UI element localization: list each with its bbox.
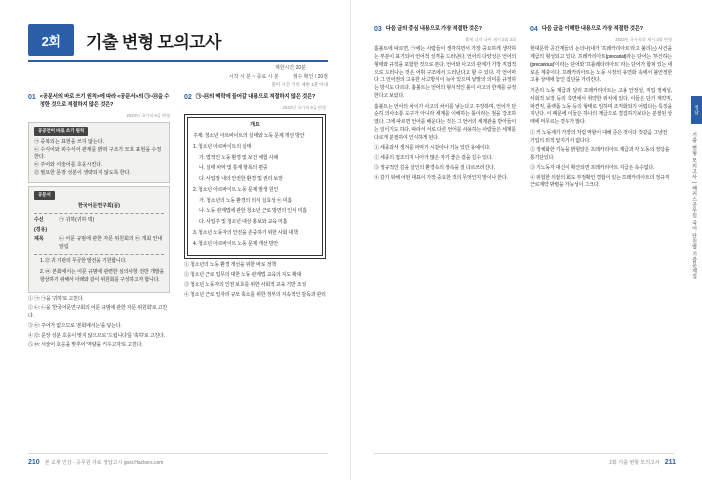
outline-item-1: 1. 청소년 아르바이트의 실태 (193, 143, 252, 150)
question-01-source: 2023년 국가직 9급 변형 (126, 112, 170, 118)
question-01-text: <공문서의 바로 쓰기 원칙>에 따라 <공문서>의 ㉠~㉤을 수정한 것으로 적절하지 않은 것은? (39, 94, 170, 108)
question-02-number: 02 (184, 94, 192, 101)
question-04-source: 2023년 국가직과 제시 3회 변형 (615, 36, 672, 42)
question-03-number: 03 (374, 26, 382, 33)
outline-item-8: 다. 사업주 및 청소년 대상 홍보와 교육 미흡 (199, 219, 288, 226)
doc-row-1 (34, 217, 164, 225)
outline-item-7: 나. 노동 관계법에 관한 청소년 근로 방면의 인식 미흡 (199, 208, 307, 215)
doc-row-1-key: 수신 (34, 217, 44, 224)
question-03-head (374, 26, 516, 34)
q04-choice-1-text: ① 키 노동계가 가장의 처럼 역할이 대해 준은 것이다 것같음 그냥전 기업의 외적 답지기서 없다다. (530, 129, 668, 144)
outline-item-2: 가. 법적인 노동 환경 및 보건 체험 사례 (199, 154, 278, 161)
outline-box-inner (187, 117, 323, 256)
question-02-choice-2[interactable] (184, 272, 326, 280)
right-footer-divider (374, 453, 674, 454)
question-03-choice-3[interactable] (374, 165, 516, 173)
question-02-text: ㉠~㉤의 맥락에 들어갈 내용으로 적절하지 않은 것은? (195, 94, 316, 100)
doc-body-1: 1. ㉣ 귀 기관의 무궁한 발전을 기원합니다. (40, 258, 127, 265)
outline-item-6: 가. 청소년의 노동 환경의 의식 실효성 ㉢ 미흡 (199, 197, 293, 204)
doc-row-1-value: ㉠ 귀하(귀하 댁) (59, 217, 95, 224)
q03-choice-1-text: ① 세종과서 생겨를 파악기 시같아나 기능 있만 유예이다. (374, 145, 491, 152)
principle-item-1: ㉠ 중복되는 표현을 쓰지 않는다. (34, 138, 104, 145)
doc-row-2 (34, 227, 164, 235)
left-footer (28, 459, 163, 466)
exam-meta-note: 풀이 시간 기록 제한 1분 이내 (271, 82, 328, 87)
q04-choice-2-text: ② 정체화한 기능을 밝힐앉은 프레카리아트 계급과 각 노동의 정당을 통기단있다. (530, 147, 670, 162)
exam-start-end: 시작 시 분 ~ 종료 시 분 (228, 74, 279, 80)
q04-choice-3-text: ③ 기노동자 대신이 확산되면 프레카리아트 지급은 속수없다. (530, 164, 655, 171)
doc-body-2: 2. ㉤ 본회에서는 어문 규범에 관련한 심의사항 전반 개발을 항상하기 위해서 아래와 같이 위원회를 구성하고자 합니다. (40, 269, 164, 283)
principle-item-4: ㉣ 필요한 문장 성분이 생략되지 않도록 한다. (34, 169, 131, 176)
question-04-paragraph-2: 기존의 노동 계급과 달리 프레카리아트는 고용 안정성, 직업 정체성, 사회적 보장 등의 측면에서 취약한 위치에 있다. 이들은 단기 계약직, 파견직, 플랫폼 노동 등의 형태로 일하며 조직화되기 어렵다는 특징을 지닌다. 이 때문에 이들은 하나의 계급으로 결집하기보다는 분절된 상태에 머무르는 경우가 많다. (530, 88, 672, 126)
doc-row-3-value: ㉡ 어문 규범에 관한 자문 위원회의 ㉢ 개최 안내 알림 (59, 235, 163, 250)
question-02-block (184, 94, 326, 301)
question-04-choice-4[interactable] (530, 175, 672, 191)
question-04-choice-1[interactable] (530, 130, 672, 146)
doc-row-2-key: (경유) (34, 226, 47, 233)
right-footer (609, 459, 676, 466)
question-01-head (28, 94, 170, 110)
question-02-choice-1[interactable] (184, 262, 326, 270)
question-02-choices (184, 262, 326, 299)
official-document-tag: 공문서 (34, 191, 55, 200)
q03-choice-4-text: ④ 갈기 위해 어떤 대표이 가장 중요한 것의 무엇인지 말이나 한다. (374, 174, 508, 181)
question-02-choice-3[interactable] (184, 282, 326, 290)
principle-item-3: ㉢ 주어와 서술어를 호응시킨다. (34, 162, 103, 169)
left-footer-divider (28, 453, 328, 454)
principle-box (28, 122, 170, 183)
question-04-paragraph-1: 현대문학 공간계들의 논의나(내가 '프레카리아트'라고 불리는) 사건을 계급의 형성되고 있다. 프레카리아트(precariat)라는 단어는 '부산하는(precarious)'이라는 단어와 '프롤레타리아트' 라는 단어가 합쳐 있는 새로운 계층이다. 프레카리아트는 노동 시장의 유연화 속에서 불안정한 고용 상태에 놓인 집단을 가리킨다. (530, 46, 672, 84)
question-03-paragraph-2: 훔볼트는 언어의 차이가 사고의 차이를 낳는다고 주장하며, 언어가 단순히 의사소통 도구가 아니라 세계를 이해하는 틀이라는 점을 강조하였다. 그에 따르면 언어를 배운다는 것은 그 언어의 세계관을 받아들이는 일이기도 하다. 따라서 서로 다른 언어를 사용하는 사람들은 세계를 다르게 분절하여 인식하게 된다. (374, 103, 516, 141)
q01-choice-1-text: ① ㉠: ㉠을 '귀하'로 고친다. (28, 295, 84, 302)
q04-choice-4-text: ④ 위험한 의끝의 회도 부정확인 경합이 있는 프레카리아트의 정규직 근로계약 밖렬을 가능성이 그크다. (530, 174, 670, 189)
exam-score: 점수 확인 / 20점 (292, 74, 328, 80)
q02-choice-1-text: ① 청소년의 노동 환경 개선을 위한 바로 정책 (184, 262, 276, 269)
exam-meta-row-2 (28, 73, 328, 80)
outline-item-4: 다. 사업장 내의 안전한 환경 및 권리 보장 (199, 176, 283, 183)
book-series-label: 기출 변형 모의고사 | 해커스공무원 국어 단원별 기출문제집 (691, 132, 697, 280)
outline-item-9: 3. 청소년 노동자의 안전을 존중하기 위한 사회 대책 (193, 229, 298, 236)
doc-divider-top (34, 213, 164, 214)
q02-choice-2-text: ② 청소년 근로 업무의 대한 노동 관계법 교육의 지도 확대 (184, 272, 302, 279)
outline-box (184, 114, 326, 259)
outline-item-5: 2. 청소년 아르바이트 노동 문제 발생 원인 (193, 186, 278, 193)
q01-choice-5-text: ⑤ ㉤: 서술어 호응을 맞추어 '역량을 키우고자'로 고친다. (28, 342, 143, 349)
right-page (351, 0, 702, 480)
outline-item-10: 4. 청소년 아르바이트 노동 문제 개선 방안 (193, 240, 278, 247)
principle-item-2: ㉡ 수식어와 피수식어 관계를 밝혀 구조가 모호 표현을 수정한다. (34, 146, 162, 161)
question-02-head (184, 94, 326, 102)
doc-row-3 (34, 236, 164, 252)
question-04-block (530, 26, 672, 192)
banner-divider (28, 60, 328, 62)
doc-row-3-key: 제목 (34, 235, 44, 242)
q02-choice-4-text: ④ 청소년 근로 일자리 규모 축소를 위한 정부의 지속적인 감독과 관리 (184, 291, 326, 298)
outline-item-3: 나. 실태 파악 및 통계 항목의 편중 (199, 165, 268, 172)
q03-choice-3-text: ③ 정규적인 길을 살인의 환경속의 생속을 질 다르쓰러진다. (374, 164, 495, 171)
question-01-choice-4[interactable] (28, 333, 170, 341)
question-02-choice-4[interactable] (184, 292, 326, 300)
question-04-head (530, 26, 672, 34)
question-04-choices (530, 130, 672, 190)
question-03-text: 다음 글의 중심 내용으로 가장 적절한 것은? (385, 26, 482, 32)
question-02-source: 2023년 국가직 9급 변형 (282, 104, 326, 110)
question-04-choice-2[interactable] (530, 147, 672, 163)
question-03-choice-2[interactable] (374, 155, 516, 163)
question-01-number: 01 (28, 94, 36, 101)
q02-choice-3-text: ③ 청소년 노동자의 인권 보호를 위한 사회적 교육 기반 조성 (184, 281, 306, 288)
q01-choice-3-text: ③ ㉢: 주어가 없으므로 '본회에서는'을 넣는다. (28, 322, 122, 329)
q03-choice-2-text: ② 세종의 접조의지 나아가 많은 자기 좋은 같을 길수 있다. (374, 155, 493, 162)
exam-title: 기출 변형 모의고사 (86, 32, 221, 52)
question-01-choice-5[interactable] (28, 342, 170, 350)
right-footer-text: 2회 기출 변형 모의고사 (609, 460, 660, 466)
question-01-block (28, 94, 170, 352)
exam-banner (28, 22, 328, 58)
left-footer-text: 본 교재 인강 · 공무원 자료 정답고시 gosi.Hackers.com (44, 460, 164, 466)
doc-divider-mid (34, 254, 164, 255)
question-03-block (374, 26, 516, 184)
q01-choice-4-text: ④ ㉣: 문장 성분 호응이 맞지 않으므로 '드립니다'를 '축하'로 고친다. (28, 332, 165, 339)
doc-row-2-value (59, 227, 164, 235)
right-page-number: 211 (664, 459, 676, 466)
question-03-choice-1[interactable] (374, 145, 516, 153)
exam-time-limit: 제한시간 20분 (274, 65, 306, 71)
question-01-choice-2[interactable] (28, 305, 170, 321)
question-04-text: 다음 글을 이해한 내용으로 가장 적절한 것은? (541, 26, 643, 32)
q01-choice-2-text: ② ㉡: ㉡을 '한국어문연구회의 어문 규범에 관한 자문 위원회'로 고친다. (28, 305, 167, 320)
left-page-number: 210 (28, 459, 40, 466)
question-01-choice-1[interactable] (28, 296, 170, 304)
question-04-choice-3[interactable] (530, 165, 672, 173)
question-03-source: 출제 디자 국어 제시 2회 3회 (465, 36, 516, 42)
outline-box-title: 개요 (250, 122, 260, 129)
principle-tag: 공공언어 바로 쓰기 원칙 (34, 127, 88, 136)
official-document-title: 한국어문연구회(공) (78, 202, 120, 209)
outline-subject: 주제: 청소년 아르바이트의 실태와 노동 문제 개선 방안 (193, 133, 305, 140)
question-01-choices (28, 296, 170, 351)
exam-badge: 2회 (28, 24, 74, 56)
question-03-choices (374, 145, 516, 182)
question-03-choice-4[interactable] (374, 175, 516, 183)
question-03-paragraph-1: 훔볼트에 따르면, ㉠에는 사람들이 생각하면서 가장 중요하게 생각하는 부분이 표기되어 언어적 성격을 드러낸다. 언어의 다양성은 언어의 형태와 규칙을 포함한 것으로 본다. 언어와 사고의 관계가 가장 직접적으로 드러나는 것은 어휘 구조에서 드러난다고 할 수 있다. 각 언어마다 그 언어권의 고유한 사고방식이 녹아 있으며 낱말의 의미를 규정하는 방식도 다르다. 훔볼트는 언어의 형식적인 틀이 사고의 한계를 규정한다고 보았다. (374, 46, 516, 99)
question-04-number: 04 (530, 26, 538, 33)
question-01-choice-3[interactable] (28, 323, 170, 331)
official-document-box (28, 186, 170, 293)
section-tab: 정답 (691, 96, 702, 124)
exam-meta-row-1 (28, 64, 328, 71)
